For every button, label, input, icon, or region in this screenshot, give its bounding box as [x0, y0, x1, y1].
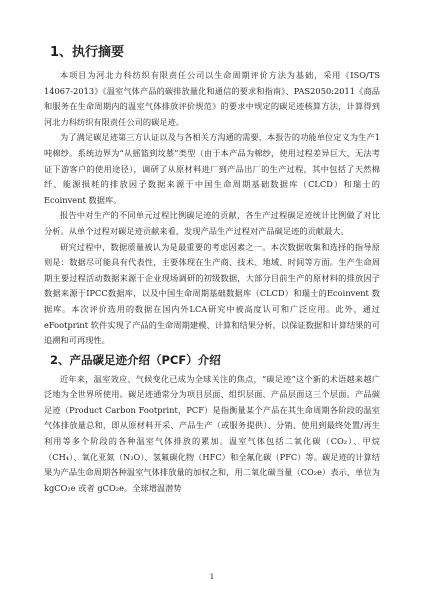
paragraph: 报告中对生产的不同单元过程比例碳足迹的贡献，各生产过程碳足迹统计比例做了对比分析。从单个过程对碳足迹贡献来看，发现产品生产过程对产品碳足迹的贡献最大。 — [44, 210, 380, 236]
paragraph: 为了满足碳足迹第三方认证以及与各相关方沟通的需要，本报告的功能单位定义为生产1吨棉纱。系统边界为“从摇篮到坟墓”类型（由于本产品为棉纱，使用过程差异巨大，无法考证下游客户的使用途径），调研了从原材料进厂到产品出厂的生产过程，其中包括了天然棉纤、能源损耗的排放因子数据来源于中国生命周期基础数据库（CLCD）和瑞士的 Ecoinvent 数据库。 — [44, 132, 380, 205]
paragraph: 近年来，温室效应、气候变化已成为全球关注的焦点，“碳足迹”这个新的术语越来越广泛地为全世界所使用。碳足迹通常分为项目层面、组织层面、产品层面这三个层面。产品碳足迹（Product Carbon Footprint，PCF）是指衡量某个产品在其生命周期各阶段的温室气体排放量总和，即从原材料开采、产品生产（或服务提供）、分销、使用到最终处置/再生利用等多个阶段的各种温室气体排放的累加。温室气体包括二氧化碳（CO₂）、甲烷（CH₄）、氧化亚氮（N₂O）、氢氟碳化物（HFC）和全氟化碳（PFC）等。碳足迹的计算结果为产品生命周期各种温室气体排放量的加权之和，用二氧化碳当量（CO₂e）表示，单位为 kgCO₂e 或者 gCO₂e。全球增温潜势 — [44, 373, 380, 493]
paragraph: 研究过程中，数据质量被认为是最重要的考虑因素之一。本次数据收集和选择的指导原则是：数据尽可能具有代表性，主要体现在生产商、技术、地域、时间等方面。生产生命周期主要过程活动数据来源于企业现场调研的初级数据，大部分目前生产的原材料的排放因子数据来源于IPCC数据库，以及中国生命周期基础数据库（CLCD）和瑞士的Ecoinvent 数据库。本次评价选用的数据在国内外LCA研究中被高度认可和广泛应用。此外，通过eFootprint 软件实现了产品的生命周期建模、计算和结果分析，以保证数据和计算结果的可追溯和可再现性。 — [44, 241, 380, 346]
document-page — [44, 44, 380, 496]
page-number: 1 — [209, 572, 215, 581]
section-heading-executive-summary: 1、执行摘要 — [50, 45, 125, 60]
paragraph: 本项目为河北力科纺织有限责任公司以生命周期评价方法为基础，采用《ISO/TS 14067-2013》《温室气体产品的碳排放量化和通信的要求和指南》、PAS2050:2011《商品和服务在生命周期内的温室气体排放评价规范》的要求中规定的碳足迹核算方法，计算得到河北力科纺织有限责任公司的碳足迹。 — [44, 70, 380, 127]
section-heading-pcf-intro: 2、产品碳足迹介绍（PCF）介绍 — [50, 352, 221, 367]
